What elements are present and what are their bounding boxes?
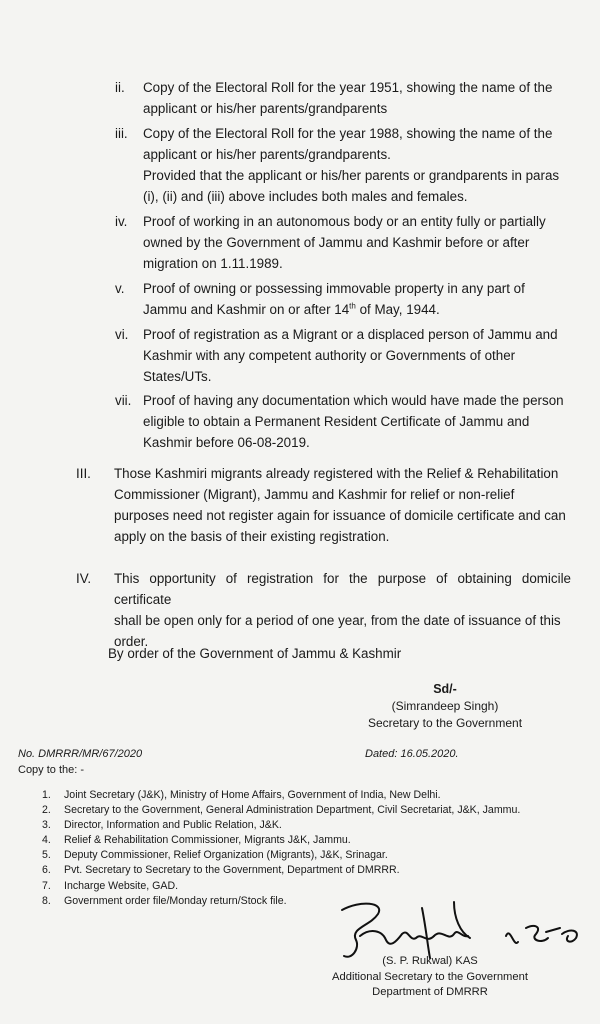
item-number: v. (115, 281, 125, 296)
signatory-department: Department of DMRRR (372, 986, 488, 998)
by-order-text: By order of the Government of Jammu & Kashmir (108, 646, 402, 661)
signatory-name: (S. P. Rukwal) KAS (382, 955, 478, 967)
signatory-title: Secretary to the Government (367, 716, 523, 730)
item-line: Copy of the Electoral Roll for the year 1988, showing the name of the (143, 126, 553, 141)
list-item: 6. Pvt. Secretary to Secretary to the Government, Department of DMRRR. (42, 864, 400, 877)
item-line: Proof of registration as a Migrant or a displaced person of Jammu and (143, 327, 558, 342)
item-line: States/UTs. (143, 369, 212, 384)
copy-to-heading: Copy to the: - (18, 764, 85, 776)
item-line: applicant or his/her parents/grandparents. (143, 147, 391, 162)
signature-block-additional-secretary (325, 954, 535, 1001)
item-line (143, 299, 570, 320)
item-line: applicant or his/her parents/grandparents (143, 101, 388, 116)
item-line: (i), (ii) and (iii) above includes both males and females. (143, 189, 468, 204)
item-line: Kashmir with any competent authority or Governments of other (143, 348, 516, 363)
list-item: 3. Director, Information and Public Relation, J&K. (42, 819, 282, 832)
signature-block-secretary (350, 681, 540, 732)
copy-list (42, 788, 562, 909)
list-item: 5. Deputy Commissioner, Relief Organization (Migrants), J&K, Srinagar. (42, 849, 388, 862)
paragraph-line: purposes need not register again for issuance of domicile certificate and can (114, 508, 566, 523)
superscript: th (349, 301, 356, 311)
paragraph-line: shall be open only for a period of one year, from the date of issuance of this (114, 613, 561, 628)
item-line-part: Jammu and Kashmir on or after 14 (143, 302, 350, 317)
list-item: 8. Government order file/Monday return/Stock file. (42, 894, 287, 907)
item-line: Proof of working in an autonomous body or an entity fully or partially (143, 214, 546, 229)
item-line: Proof of having any documentation which would have made the person (143, 393, 564, 408)
paragraph-line: This opportunity of registration for the purpose of obtaining domicile certificate (114, 571, 571, 607)
item-line-part: of May, 1944. (355, 302, 440, 317)
paragraph-line: apply on the basis of their existing registration. (114, 529, 390, 544)
paragraph-line: Commissioner (Migrant), Jammu and Kashmir for relief or non-relief (114, 487, 515, 502)
item-line: eligible to obtain a Permanent Resident Certificate of Jammu and (143, 414, 530, 429)
sd-mark: Sd/- (433, 682, 457, 696)
item-line: Proof of owning or possessing immovable property in any part of (143, 281, 525, 296)
list-item: 2. Secretary to the Government, General Administration Department, Civil Secretariat, J&K, Jammu. (42, 804, 521, 817)
paragraph-number: IV. (76, 571, 92, 586)
item-line: migration on 1.11.1989. (143, 256, 283, 271)
item-line: Provided that the applicant or his/her parents or grandparents in paras (143, 168, 560, 183)
item-line: Copy of the Electoral Roll for the year 1951, showing the name of the (143, 80, 553, 95)
paragraph-line: order. (114, 634, 149, 649)
item-number: ii. (115, 80, 125, 95)
order-number: No. DMRRR/MR/67/2020 (18, 748, 143, 760)
paragraph-number: III. (76, 466, 91, 481)
list-item: 7. Incharge Website, GAD. (42, 879, 179, 892)
paragraph-line: Those Kashmiri migrants already registered with the Relief & Rehabilitation (114, 466, 559, 481)
signatory-name: (Simrandeep Singh) (391, 699, 499, 713)
item-line: Kashmir before 06-08-2019. (143, 435, 310, 450)
item-number: vii. (115, 393, 132, 408)
item-number: vi. (115, 327, 129, 342)
item-number: iv. (115, 214, 128, 229)
item-number: iii. (115, 126, 128, 141)
signatory-title: Additional Secretary to the Government (332, 970, 528, 983)
order-date: Dated: 16.05.2020. (365, 748, 459, 760)
list-item: 1. Joint Secretary (J&K), Ministry of Home Affairs, Government of India, New Delhi. (42, 789, 441, 801)
item-line: owned by the Government of Jammu and Kashmir before or after (143, 235, 530, 250)
list-item: 4. Relief & Rehabilitation Commissioner, Migrants J&K, Jammu. (42, 834, 351, 847)
